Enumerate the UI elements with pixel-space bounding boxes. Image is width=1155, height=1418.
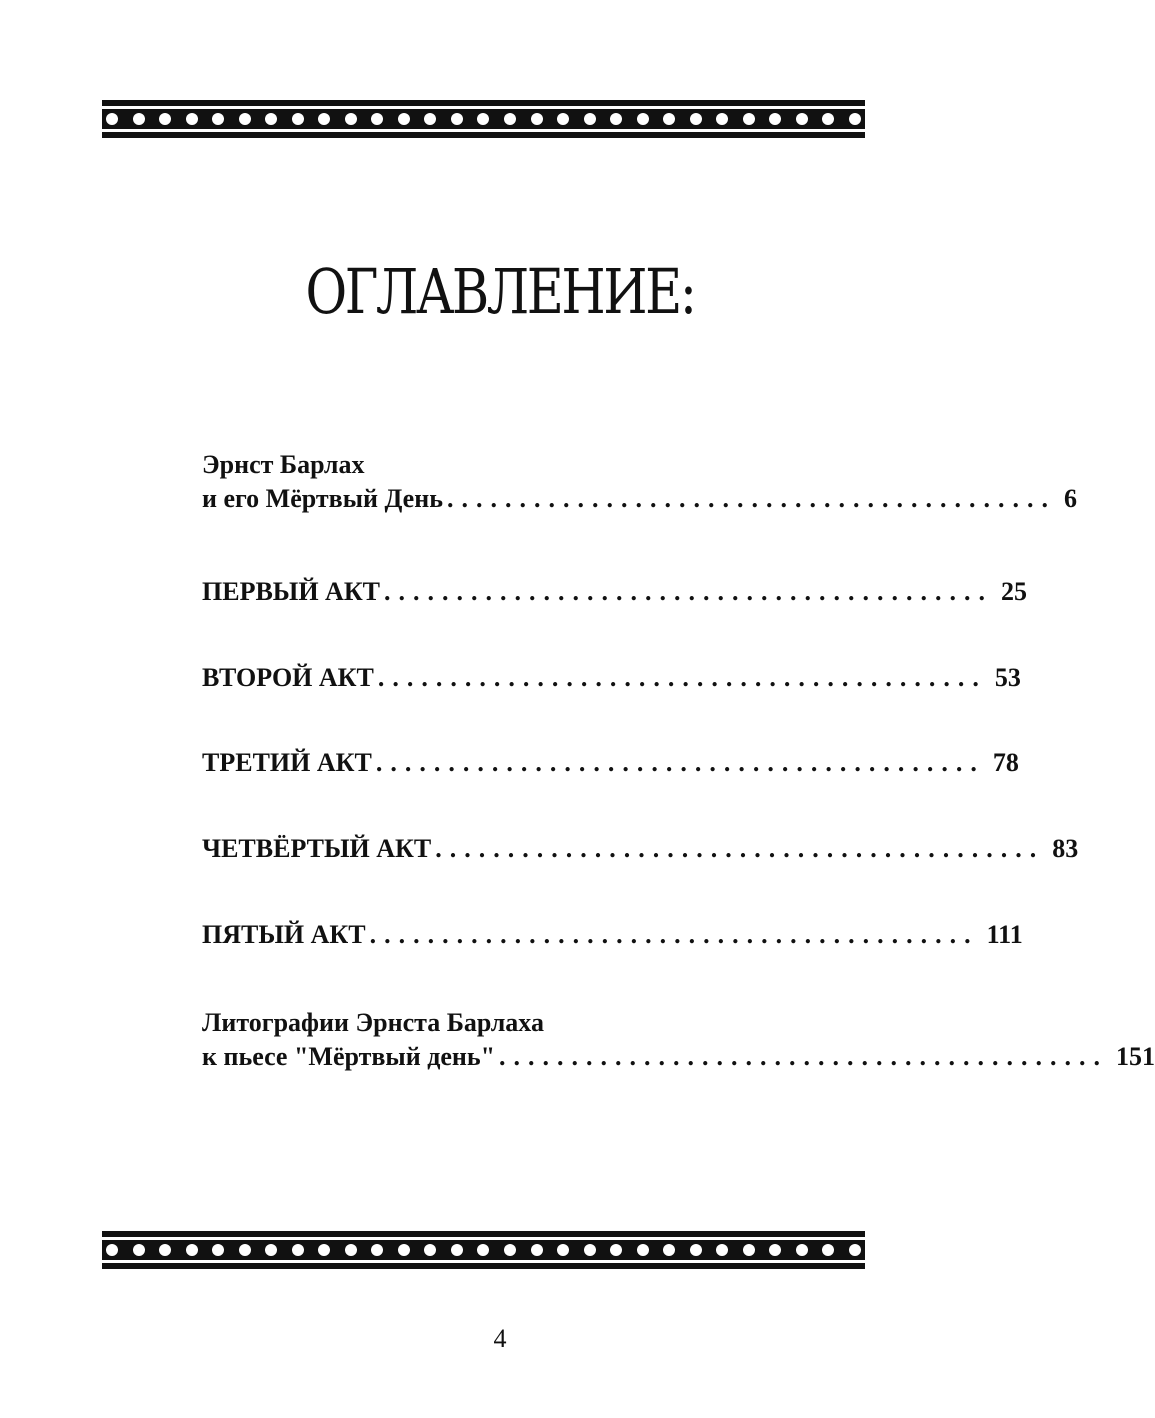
border-dot — [849, 113, 861, 125]
border-dot — [557, 113, 569, 125]
border-dot-row — [102, 109, 865, 129]
border-dot — [504, 1244, 516, 1256]
border-dot — [637, 113, 649, 125]
toc-entry-label: и его Мёртвый День — [202, 484, 443, 513]
toc-entry-label: ТРЕТИЙ АКТ — [202, 748, 372, 777]
border-dot — [265, 113, 277, 125]
border-dot — [345, 1244, 357, 1256]
toc-entry-intro[interactable] — [202, 448, 1077, 516]
border-dot — [716, 1244, 728, 1256]
top-ornamental-border — [102, 100, 865, 138]
toc-entry-act-2[interactable] — [202, 661, 1021, 695]
toc-entry-line1: Эрнст Барлах — [202, 450, 365, 479]
border-dot-row — [102, 1240, 865, 1260]
border-dot — [133, 113, 145, 125]
border-dot — [557, 1244, 569, 1256]
border-line — [102, 1263, 865, 1269]
border-dot — [822, 113, 834, 125]
border-dot — [690, 1244, 702, 1256]
border-dot — [212, 113, 224, 125]
border-dot — [424, 1244, 436, 1256]
toc-entry-label: ЧЕТВЁРТЫЙ АКТ — [202, 834, 432, 863]
border-dot — [584, 113, 596, 125]
toc-page-number: 78 — [992, 748, 1019, 777]
border-line — [102, 1231, 865, 1237]
border-dot — [451, 1244, 463, 1256]
border-dot — [212, 1244, 224, 1256]
toc-entry-act-5[interactable] — [202, 918, 1023, 952]
border-dot — [769, 113, 781, 125]
border-dot — [796, 113, 808, 125]
page-title: ОГЛАВЛЕНИЕ: — [305, 255, 695, 328]
border-dot — [398, 1244, 410, 1256]
border-dot — [610, 113, 622, 125]
toc-entry-lithographs[interactable] — [202, 1006, 1155, 1074]
border-dot — [610, 1244, 622, 1256]
border-dot — [743, 1244, 755, 1256]
border-dot — [318, 1244, 330, 1256]
toc-entry-act-3[interactable] — [202, 746, 1019, 780]
toc-leader-dots: .......................................... — [499, 1042, 1109, 1071]
toc-page-number: 151 — [1116, 1042, 1155, 1071]
toc-leader-dots: .......................................... — [375, 748, 985, 777]
border-dot — [451, 113, 463, 125]
bottom-ornamental-border — [102, 1231, 865, 1269]
toc-leader-dots: .......................................... — [435, 834, 1045, 863]
border-dot — [345, 113, 357, 125]
toc-entry-act-1[interactable] — [202, 575, 1028, 609]
border-dot — [531, 1244, 543, 1256]
toc-page-number: 25 — [1001, 577, 1028, 606]
border-dot — [371, 1244, 383, 1256]
border-dot — [584, 1244, 596, 1256]
border-dot — [531, 113, 543, 125]
border-dot — [477, 113, 489, 125]
border-dot — [796, 1244, 808, 1256]
toc-entry-label: ПЯТЫЙ АКТ — [202, 920, 366, 949]
toc-leader-dots: .......................................... — [377, 663, 987, 692]
toc-leader-dots: .......................................... — [446, 484, 1056, 513]
toc-entry-act-4[interactable] — [202, 832, 1079, 866]
border-dot — [398, 113, 410, 125]
toc-entry-label: к пьесе "Мёртвый день" — [202, 1042, 496, 1071]
border-dot — [477, 1244, 489, 1256]
toc-leader-dots: .......................................... — [384, 577, 994, 606]
border-dot — [743, 113, 755, 125]
border-dot — [690, 113, 702, 125]
border-dot — [106, 1244, 118, 1256]
toc-entry-line1: Литографии Эрнста Барлаха — [202, 1008, 544, 1037]
toc-entry-label: ВТОРОЙ АКТ — [202, 663, 374, 692]
border-dot — [318, 113, 330, 125]
toc-page-number: 83 — [1052, 834, 1079, 863]
border-dot — [504, 113, 516, 125]
border-dot — [769, 1244, 781, 1256]
border-dot — [159, 1244, 171, 1256]
border-dot — [133, 1244, 145, 1256]
border-dot — [424, 113, 436, 125]
border-dot — [106, 113, 118, 125]
border-dot — [292, 1244, 304, 1256]
toc-page-number: 53 — [994, 663, 1021, 692]
border-line — [102, 132, 865, 138]
border-dot — [822, 1244, 834, 1256]
border-dot — [239, 113, 251, 125]
toc-page-number: 111 — [986, 920, 1023, 949]
border-line — [102, 100, 865, 106]
border-dot — [371, 113, 383, 125]
border-dot — [663, 1244, 675, 1256]
border-dot — [239, 1244, 251, 1256]
toc-page-number: 6 — [1063, 484, 1077, 513]
toc-entry-label: ПЕРВЫЙ АКТ — [202, 577, 381, 606]
border-dot — [159, 113, 171, 125]
border-dot — [663, 113, 675, 125]
toc-leader-dots: .......................................... — [369, 920, 979, 949]
border-dot — [265, 1244, 277, 1256]
border-dot — [292, 113, 304, 125]
border-dot — [849, 1244, 861, 1256]
border-dot — [716, 113, 728, 125]
border-dot — [637, 1244, 649, 1256]
page-number: 4 — [493, 1324, 507, 1353]
border-dot — [186, 1244, 198, 1256]
border-dot — [186, 113, 198, 125]
